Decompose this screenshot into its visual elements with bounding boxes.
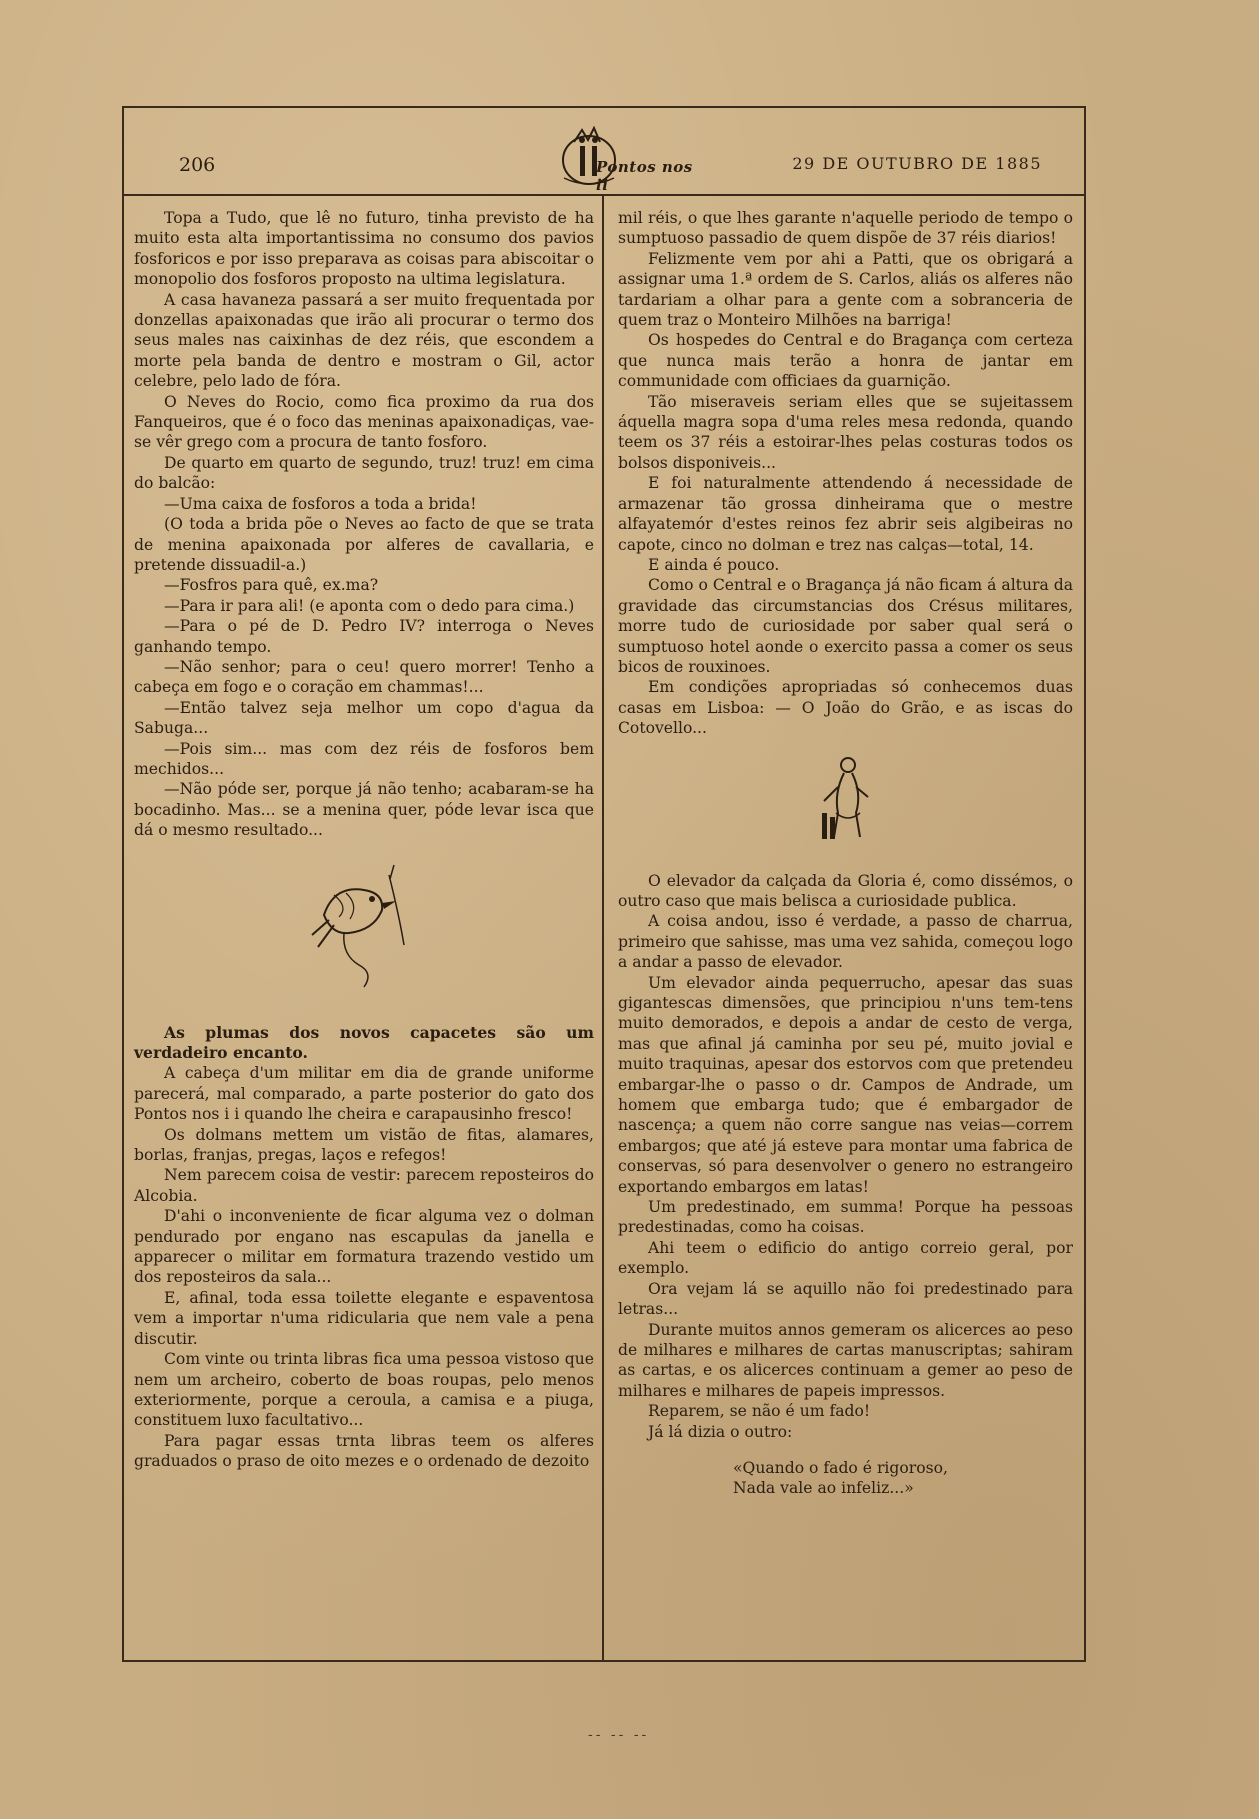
paragraph: Para pagar essas trnta libras teem os alferes graduados o praso de oito mezes e o ordenado de dezoito bbox=[134, 1431, 594, 1471]
right-column bbox=[618, 208, 1073, 1499]
paragraph: O elevador da calçada da Gloria é, como dissémos, o outro caso que mais belisca a curiosidade publica. bbox=[618, 871, 1073, 910]
paragraph: Já lá dizia o outro: bbox=[648, 1422, 793, 1441]
paragraph: —Para ir para ali! (e aponta com o dedo para cima.) bbox=[164, 596, 575, 615]
paragraph: O Neves do Rocio, como fica proximo da rua dos Fanqueiros, que é o foco das meninas apaixonadiças, vae-se vêr grego com a procura de tanto fosforo. bbox=[134, 392, 594, 452]
paragraph: —Não póde ser, porque já não tenho; acabaram-se ha bocadinho. Mas... se a menina quer, póde levar isca que dá o mesmo resultado... bbox=[134, 780, 594, 840]
paragraph: —Uma caixa de fosforos a toda a brida! bbox=[164, 494, 477, 513]
paragraph: Tão miseraveis seriam elles que se sujeitassem áquella magra sopa d'uma reles mesa redonda, quando teem os 37 réis a estoirar-lhes pelas costuras todos os bolsos disponiveis... bbox=[618, 392, 1073, 472]
paragraph: —Não senhor; para o ceu! quero morrer! Tenho a cabeça em fogo e o coração em chammas!... bbox=[134, 657, 594, 697]
paragraph: A coisa andou, isso é verdade, a passo de charrua, primeiro que sahisse, mas uma vez sahida, começou logo a andar a passo de elevador. bbox=[618, 912, 1073, 972]
paragraph: Em condições apropriadas só conhecemos duas casas em Lisboa: — O João do Grão, e as iscas do Cotovello... bbox=[618, 678, 1073, 738]
page-number: 206 bbox=[179, 154, 216, 176]
column-divider bbox=[602, 194, 604, 1660]
masthead-title: Pontos nos ii bbox=[596, 158, 693, 194]
paragraph: Ora vejam lá se aquillo não foi predestinado para letras... bbox=[618, 1279, 1073, 1319]
paragraph: —Então talvez seja melhor um copo d'agua da Sabuga... bbox=[134, 698, 594, 738]
paragraph: —Pois sim... mas com dez réis de fosforos bem mechidos... bbox=[134, 739, 594, 778]
quote-line: «Quando o fado é rigoroso, bbox=[733, 1458, 948, 1477]
paragraph: Com vinte ou trinta libras fica uma pessoa vistoso que nem um archeiro, coberto de boas roupas, pelo menos exteriormente, porque a ceroula, a camisa e a piuga, constituem luxo facultativo... bbox=[134, 1350, 594, 1430]
paragraph: mil réis, o que lhes garante n'aquelle periodo de tempo o sumptuoso passadio de quem dispõe de 37 réis diarios! bbox=[618, 209, 1073, 248]
page-header bbox=[124, 108, 1084, 196]
quote-line: Nada vale ao infeliz...» bbox=[733, 1479, 914, 1498]
paragraph: De quarto em quarto de segundo, truz! truz! em cima do balcão: bbox=[134, 453, 594, 493]
paragraph: Topa a Tudo, que lê no futuro, tinha previsto de ha muito esta alta importantissima no consumo dos pavios fosforicos e por isso preparava as coisas para abiscoitar o monopolio dos fosforos proposto na ultima legislatura. bbox=[134, 209, 594, 289]
paragraph: (O toda a brida põe o Neves ao facto de que se trata de menina apaixonada por alferes de cavallaria, e pretende dissuadil-a.) bbox=[134, 515, 594, 574]
paragraph: Um elevador ainda pequerrucho, apesar das suas gigantescas dimensões, que principiou n'uns tem-tens muito demorados, e depois a andar de cesto de verga, mas que afinal já caminha por seu pé, muito jovial e muito traquinas, apesar dos estorvos com que pretendeu embargar-lhe o passo o dr. Campos de Andrade, um homem que embarga tudo; que é embargador de nascença; a quem não corre sangue nas veias—correm embargos; que até já esteve para montar uma fabrica de conservas, só para desenvolver o genero no estrangeiro exportando embargos em latas! bbox=[618, 973, 1073, 1196]
paragraph: A cabeça d'um militar em dia de grande uniforme parecerá, mal comparado, a parte posterior do gato dos Pontos nos i i quando lhe cheira e carapausinho fresco! bbox=[134, 1064, 594, 1124]
page-frame bbox=[122, 106, 1086, 1662]
paragraph: A casa havaneza passará a ser muito frequentada por donzellas apaixonadas que irão ali procurar o termo dos seus males nas caixinhas de dez réis, que escondem a morte pela banda de dentro e mostram o Gil, actor celebre, pelo lado de fóra. bbox=[134, 290, 594, 391]
paragraph: —Para o pé de D. Pedro IV? interroga o Neves ganhando tempo. bbox=[134, 617, 594, 656]
figure-vignette-icon bbox=[816, 753, 876, 843]
paragraph: E, afinal, toda essa toilette elegante e espaventosa vem a importar n'uma ridicularia que nem vale a pena discutir. bbox=[134, 1288, 594, 1348]
paragraph: D'ahi o inconveniente de ficar alguma vez o dolman pendurado por engano nas escapulas da janella e apparecer o militar em formatura trazendo vestido um dos reposteiros da sala... bbox=[134, 1207, 594, 1287]
paragraph: Os dolmans mettem um vistão de fitas, alamares, borlas, franjas, pregas, laços e refegos! bbox=[134, 1125, 594, 1165]
paragraph: E foi naturalmente attendendo á necessidade de armazenar tão grossa dinheirama que o mestre alfayatemór d'estes reinos fez abrir seis algibeiras no capote, cinco no dolman e trez nas calças—total, 14. bbox=[618, 474, 1073, 554]
paragraph: E ainda é pouco. bbox=[648, 555, 780, 574]
paragraph: Durante muitos annos gemeram os alicerces ao peso de milhares e milhares de cartas manuscriptas; sahiram as cartas, e os alicerces continuam a gemer ao peso de milhares e milhares de papeis impressos. bbox=[618, 1320, 1073, 1400]
issue-date: 29 DE OUTUBRO DE 1885 bbox=[792, 154, 1042, 173]
paragraph: Nem parecem coisa de vestir: parecem reposteiros do Alcobia. bbox=[134, 1166, 594, 1205]
masthead-logo bbox=[544, 120, 704, 194]
footer-ornament: -- -- -- bbox=[588, 1727, 650, 1743]
paragraph: Como o Central e o Bragança já não ficam á altura da gravidade das circumstancias dos Crésus militares, morre tudo de curiosidade por saber qual será o sumptuoso hotel aonde o exercito passa a comer os seus bicos de rouxinoes. bbox=[618, 576, 1073, 676]
paragraph: Um predestinado, em summa! Porque ha pessoas predestinadas, como ha coisas. bbox=[618, 1198, 1073, 1237]
paragraph: Os hospedes do Central e do Bragança com certeza que nunca mais terão a honra de jantar em communidade com officiaes da guarnição. bbox=[618, 331, 1073, 391]
left-column bbox=[134, 208, 594, 1472]
paragraph: Felizmente vem por ahi a Patti, que os obrigará a assignar uma 1.ª ordem de S. Carlos, aliás os alferes não tardariam a olhar para a gente com a sobranceria de quem traz o Monteiro Milhões na barriga! bbox=[618, 249, 1073, 330]
paragraph: Reparem, se não é um fado! bbox=[648, 1402, 871, 1421]
paragraph: —Fosfros para quê, ex.ma? bbox=[164, 576, 379, 595]
paragraph: As plumas dos novos capacetes são um verdadeiro encanto. bbox=[134, 1022, 594, 1062]
bird-vignette-icon bbox=[304, 855, 424, 995]
paragraph: Ahi teem o edificio do antigo correio geral, por exemplo. bbox=[618, 1238, 1073, 1278]
